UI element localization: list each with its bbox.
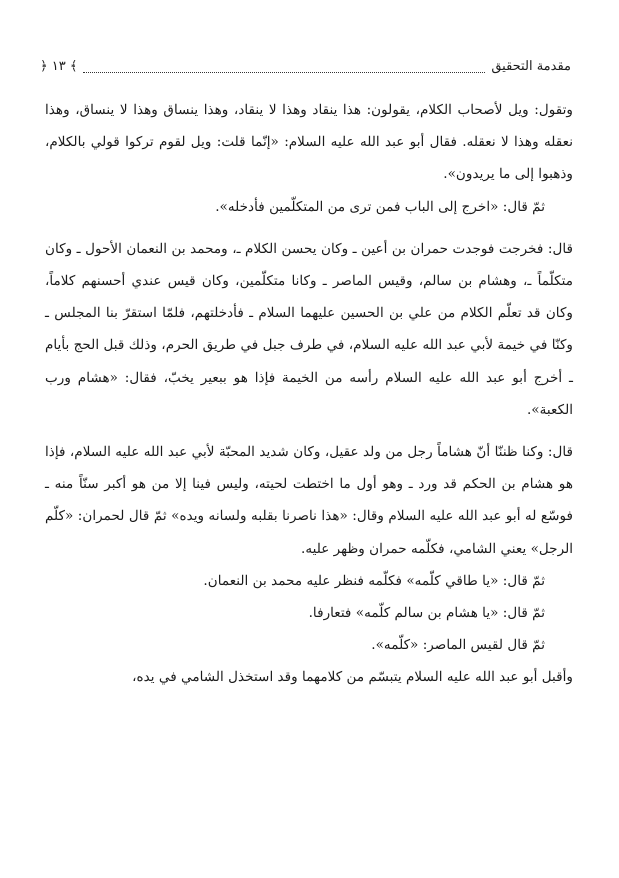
paragraph: وأقبل أبو عبد الله عليه السلام يتبسّم من كلامهما وقد استخذل الشامي في يده، xyxy=(132,669,573,686)
paragraph: ثمّ قال لقيس الماصر: «كلّمه». xyxy=(371,637,545,654)
leader-dots xyxy=(83,60,485,73)
paragraph: قال: فخرجت فوجدت حمران بن أعين ـ وكان يحسن الكلام ـ، ومحمد بن النعمان الأحول ـ وكان متكلّماً ـ، وهشام بن سالم، وقيس الماصر ـ وكانا متكلّمين، وكان قيس عندي أحسنهم كلاماً، وكان قد تعلّم الكلام من علي بن الحسين عليهما السلام ـ فأدخلتهم، فلمّا استقرّ بنا المجلس ـ وكنّا في خيمة لأبي عبد الله عليه السلام، في طرف جبل في طريق الحرم، وذلك قبل الحج بأيام ـ أخرج أبو عبد الله عليه السلام رأسه من الخيمة فإذا هو ببعير يخبّ، فقال: «هشام ورب الكعبة». xyxy=(45,240,573,418)
running-header xyxy=(40,54,571,78)
chapter-title: مقدمة التحقيق xyxy=(491,58,571,74)
paragraph: وتقول: ويل لأصحاب الكلام، يقولون: هذا ينقاد وهذا لا ينقاد، وهذا ينساق وهذا لا ينساق، وهذا نعقله وهذا لا نعقله. فقال أبو عبد الله عليه السلام: «إنّما قلت: ويل لقوم تركوا قولي بالكلام، وذهبوا إلى ما يريدون». xyxy=(45,102,573,183)
page-number: ﴾ ١٣ ﴿ xyxy=(40,58,78,74)
paragraph: ثمّ قال: «يا طاقي كلّمه» فكلّمه فنظر عليه محمد بن النعمان. xyxy=(203,572,545,589)
paragraph: ثمّ قال: «يا هشام بن سالم كلّمه» فتعارفا. xyxy=(308,605,545,622)
paragraph: قال: وكنا ظننّا أنّ هشاماً رجل من ولد عقيل، وكان شديد المحبّة لأبي عبد الله عليه السلام، فإذا هو هشام بن الحكم قد ورد ـ وهو أول ما اختطت لحيته، وليس فينا إلا من هو أكبر سنّاً منه ـ فوسّع له أبو عبد الله عليه السلام وقال: «هذا ناصرنا بقلبه ولسانه ويده» ثمّ قال لحمران: «كلّم الرجل» يعني الشامي، فكلّمه حمران وظهر عليه. xyxy=(45,444,573,557)
paragraph: ثمّ قال: «اخرج إلى الباب فمن ترى من المتكلّمين فأدخله». xyxy=(215,198,545,215)
body-text xyxy=(45,94,573,694)
